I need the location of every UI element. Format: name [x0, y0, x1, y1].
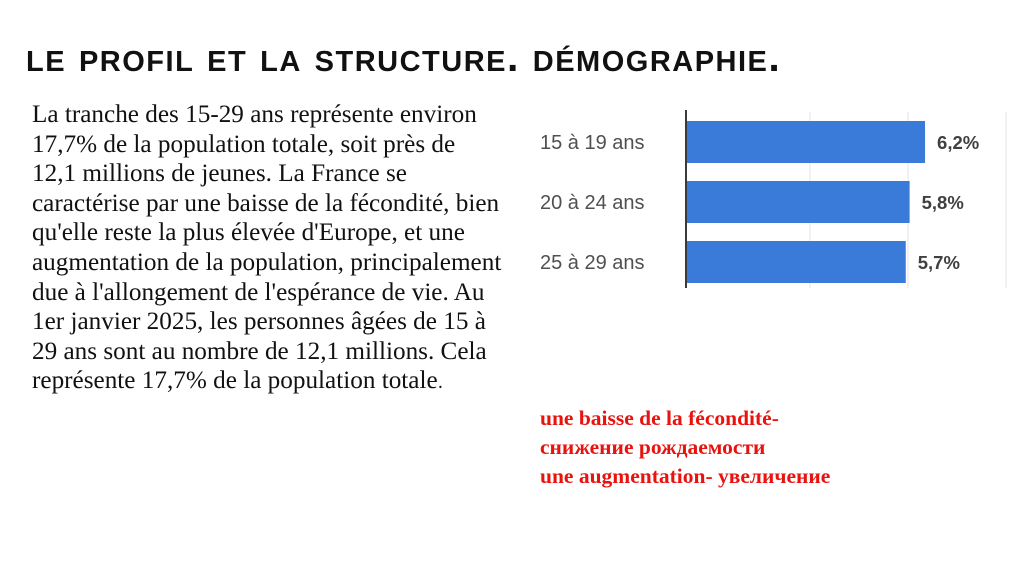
vocabulary-notes: [540, 404, 830, 491]
paragraph-end: .: [437, 371, 444, 394]
category-label-1: 15 à 19 ans: [540, 132, 645, 154]
value-label-3: 5,7%: [917, 252, 960, 273]
age-group-bar-chart: [530, 108, 1010, 290]
value-label-1: 6,2%: [937, 132, 980, 153]
value-label-2: 5,8%: [921, 192, 964, 213]
slide-title: le profil et la structure. démographie.: [26, 34, 782, 80]
category-label-2: 20 à 24 ans: [540, 192, 645, 214]
paragraph-text: La tranche des 15-29 ans représente environ 17,7% de la population totale, soit près de 12,1 millions de jeunes. La France se caractérise par une baisse de la fécondité, bien qu'elle reste la plus élevée d'Europe, et une augmentation de la population, principalement due à l'allongement de l'espérance de vie. Au 1er janvier 2025, les personnes âgées de 15 à 29 ans sont au nombre de 12,1 millions. Cela représente 17,7% de la population totale: [32, 101, 502, 395]
category-label-3: 25 à 29 ans: [540, 252, 645, 274]
bar-1: [686, 121, 925, 163]
body-paragraph: [32, 100, 502, 398]
note-line-1: une baisse de la fécondité-: [540, 406, 779, 430]
note-line-3: une augmentation- увеличение: [540, 464, 831, 488]
chart-svg: [530, 108, 1010, 290]
bar-2: [686, 181, 910, 223]
note-line-2: снижение рождаемости: [540, 435, 766, 459]
bar-3: [686, 241, 906, 283]
